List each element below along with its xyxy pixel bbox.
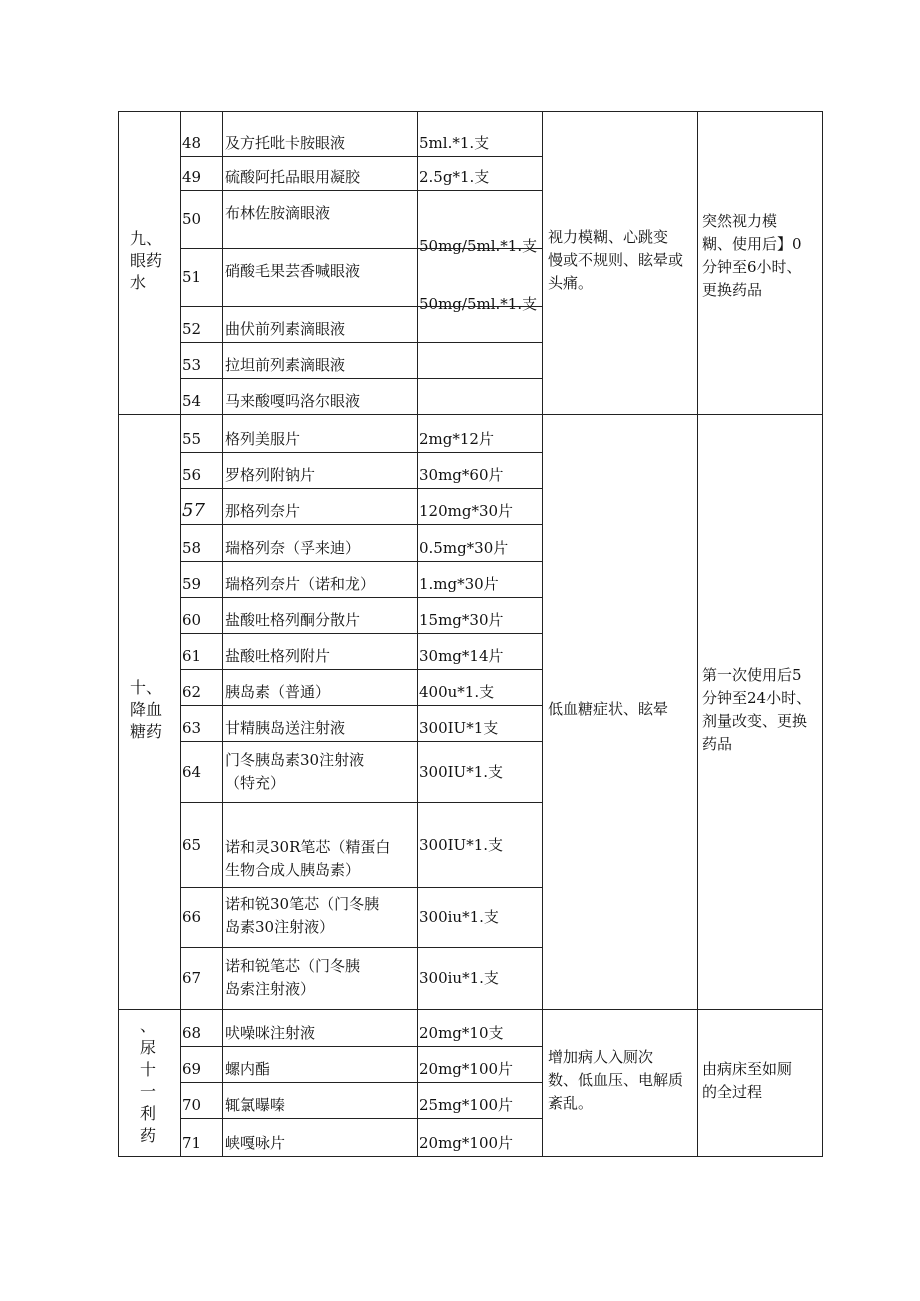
drug-spec: 400u*1.支 bbox=[419, 683, 495, 701]
row-number: 53 bbox=[182, 356, 202, 374]
category-label: 降血 bbox=[130, 700, 163, 719]
period-text: 分钟至6小时、 bbox=[702, 258, 802, 276]
row-number: 56 bbox=[182, 466, 202, 484]
category-label: 一 bbox=[140, 1082, 157, 1101]
period-text: 分钟至24小时、 bbox=[702, 689, 812, 707]
spec-cell bbox=[417, 306, 543, 343]
row-number: 64 bbox=[182, 763, 202, 781]
drug-spec: 20mg*100片 bbox=[419, 1060, 514, 1078]
symptoms-text: 紊乱。 bbox=[548, 1094, 594, 1112]
drug-spec: 1.mg*30片 bbox=[419, 575, 499, 593]
drug-name: 曲伏前列素滴眼液 bbox=[225, 320, 346, 338]
drug-name: 生物合成人胰岛素） bbox=[225, 861, 361, 879]
row-number: 68 bbox=[182, 1024, 202, 1042]
symptoms-text: 增加病人入厕次 bbox=[548, 1048, 654, 1066]
drug-name: 及方托吡卡胺眼液 bbox=[225, 134, 346, 152]
category-label: 利 bbox=[140, 1104, 157, 1123]
drug-name: 盐酸吐格列酮分散片 bbox=[225, 611, 361, 629]
drug-spec: 0.5mg*30片 bbox=[419, 539, 509, 557]
drug-name: 罗格列附钠片 bbox=[225, 466, 316, 484]
drug-name: 峡嘎咏片 bbox=[225, 1134, 286, 1152]
drug-spec: 20mg*100片 bbox=[419, 1134, 514, 1152]
drug-spec: 300iu*1.支 bbox=[419, 969, 499, 987]
category-label: 水 bbox=[130, 273, 147, 292]
drug-name: 诺和灵30R笔芯（精蛋白 bbox=[225, 838, 391, 856]
row-number: 61 bbox=[182, 647, 202, 665]
category-label: 、 bbox=[140, 1016, 157, 1035]
row-number: 60 bbox=[182, 611, 202, 629]
drug-name: 岛素30注射液） bbox=[225, 918, 335, 936]
drug-name: 布林佐胺滴眼液 bbox=[225, 204, 331, 222]
drug-spec: 50mg/5ml.*1.支 bbox=[419, 237, 538, 255]
row-number: 66 bbox=[182, 908, 202, 926]
row-number: 59 bbox=[182, 575, 202, 593]
category-label: 十、 bbox=[130, 678, 163, 697]
period-text: 更换药品 bbox=[702, 281, 763, 299]
drug-name: 胰岛素（普通） bbox=[225, 683, 331, 701]
row-number: 50 bbox=[182, 210, 202, 228]
drug-spec: 5ml.*1.支 bbox=[419, 134, 490, 152]
row-number: 57 bbox=[182, 500, 205, 521]
drug-spec: 300iu*1.支 bbox=[419, 908, 499, 926]
row-number: 65 bbox=[182, 836, 202, 854]
drug-name: 岛索注射液） bbox=[225, 980, 316, 998]
drug-name: 诺和锐30笔芯（门冬胰 bbox=[225, 895, 380, 913]
row-number: 54 bbox=[182, 392, 202, 410]
drug-spec: 300IU*1支 bbox=[419, 719, 499, 737]
symptoms-text: 视力模糊、心跳变 bbox=[548, 228, 669, 246]
drug-name: 马来酸嘎吗洛尔眼液 bbox=[225, 392, 361, 410]
period-text: 突然视力模 bbox=[702, 212, 778, 230]
drug-name: 瑞格列奈（孚来迪） bbox=[225, 539, 361, 557]
period-text: 的全过程 bbox=[702, 1083, 763, 1101]
row-number: 52 bbox=[182, 320, 202, 338]
spec-cell bbox=[417, 378, 543, 415]
row-number: 62 bbox=[182, 683, 202, 701]
row-number: 55 bbox=[182, 430, 202, 448]
drug-name: 辄氯曝嗪 bbox=[225, 1096, 286, 1114]
row-number: 67 bbox=[182, 969, 202, 987]
drug-name: 甘精胰岛送注射液 bbox=[225, 719, 346, 737]
period-text: 药品 bbox=[702, 735, 733, 753]
period-text: 第一次使用后5 bbox=[702, 666, 802, 684]
category-label: 药 bbox=[140, 1126, 157, 1145]
drug-name: （特充） bbox=[225, 774, 286, 792]
drug-spec: 300IU*1.支 bbox=[419, 763, 504, 781]
row-number: 51 bbox=[182, 268, 202, 286]
drug-name: 拉坦前列素滴眼液 bbox=[225, 356, 346, 374]
category-label: 十 bbox=[140, 1060, 157, 1079]
symptoms-text: 数、低血压、电解质 bbox=[548, 1071, 684, 1089]
drug-name: 那格列奈片 bbox=[225, 502, 301, 520]
drug-spec: 2mg*12片 bbox=[419, 430, 494, 448]
symptoms-text: 头痛。 bbox=[548, 274, 594, 292]
period-text: 由病床至如厕 bbox=[702, 1060, 793, 1078]
drug-name: 门冬胰岛素30注射液 bbox=[225, 751, 365, 769]
row-number: 58 bbox=[182, 539, 202, 557]
row-number: 48 bbox=[182, 134, 202, 152]
period-text: 剂量改变、更换 bbox=[702, 712, 808, 730]
row-number: 63 bbox=[182, 719, 202, 737]
category-label: 九、 bbox=[130, 229, 163, 248]
row-number: 71 bbox=[182, 1134, 202, 1152]
drug-spec: 300IU*1.支 bbox=[419, 836, 504, 854]
category-label: 糖药 bbox=[130, 722, 163, 741]
drug-name: 螺内酯 bbox=[225, 1060, 271, 1078]
spec-cell bbox=[417, 342, 543, 379]
drug-name: 吠噪咪注射液 bbox=[225, 1024, 316, 1042]
drug-spec: 15mg*30片 bbox=[419, 611, 504, 629]
drug-name: 硝酸毛果芸香喊眼液 bbox=[225, 262, 361, 280]
drug-spec: 2.5g*1.支 bbox=[419, 168, 490, 186]
row-number: 70 bbox=[182, 1096, 202, 1114]
drug-name: 诺和锐笔芯（门冬胰 bbox=[225, 957, 361, 975]
drug-spec: 25mg*100片 bbox=[419, 1096, 514, 1114]
drug-spec: 120mg*30片 bbox=[419, 502, 514, 520]
period-text: 糊、使用后】0 bbox=[702, 235, 802, 253]
drug-spec: 30mg*60片 bbox=[419, 466, 504, 484]
drug-name: 瑞格列奈片（诺和龙） bbox=[225, 575, 376, 593]
drug-spec: 50mg/5ml.*1.支 bbox=[419, 295, 538, 313]
symptoms-text: 慢或不规则、眩晕或 bbox=[548, 251, 684, 269]
row-number: 49 bbox=[182, 168, 202, 186]
symptoms-text: 低血糖症状、眩晕 bbox=[548, 700, 669, 718]
row-number: 69 bbox=[182, 1060, 202, 1078]
drug-name: 盐酸吐格列附片 bbox=[225, 647, 331, 665]
drug-spec: 20mg*10支 bbox=[419, 1024, 504, 1042]
category-label: 眼药 bbox=[130, 251, 163, 270]
drug-name: 格列美服片 bbox=[225, 430, 301, 448]
drug-spec: 30mg*14片 bbox=[419, 647, 504, 665]
category-label: 尿 bbox=[140, 1038, 157, 1057]
drug-name: 硫酸阿托品眼用凝胶 bbox=[225, 168, 361, 186]
